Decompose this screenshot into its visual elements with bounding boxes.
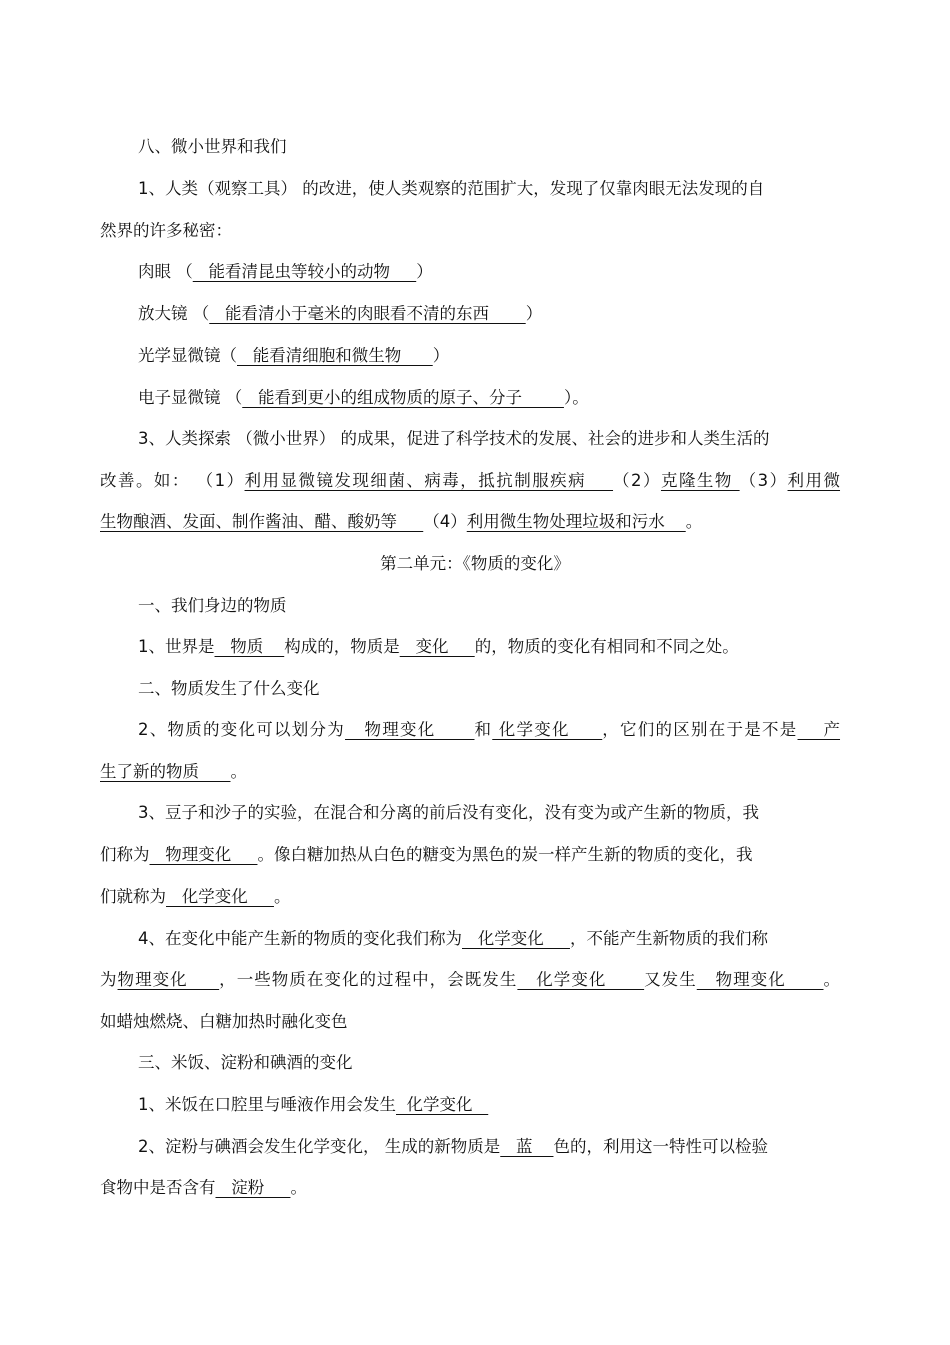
text: 又发生 (644, 970, 697, 989)
question-3-line-3 (100, 886, 840, 908)
answer-blank: 化学变化 (492, 720, 603, 739)
text: 改善。如： （1） (100, 471, 245, 490)
answer-blank: 物质 (214, 637, 285, 656)
answer-blank: 生物酿酒、发面、制作酱油、醋、酸奶等 (100, 512, 424, 531)
answer-blank: 能看清昆虫等较小的动物 (192, 262, 417, 281)
question-3-line-3 (100, 511, 840, 533)
text: 2、淀粉与碘酒会发生化学变化， 生成的新物质是 (138, 1137, 501, 1156)
answer-blank: 变化 (399, 637, 475, 656)
answer-blank: 化学变化 (166, 887, 274, 906)
answer-blank: 产 (797, 720, 841, 739)
text: 色的，利用这一特性可以检验 (553, 1137, 768, 1156)
question-2-line-2 (100, 761, 840, 783)
question-1 (138, 636, 840, 658)
label: ）。 (563, 388, 589, 407)
text: 。 (290, 1178, 307, 1197)
answer-blank: 物理变化 (696, 970, 824, 989)
text: 和 (474, 720, 493, 739)
text: 的，物质的变化有相同和不同之处。 (474, 637, 739, 656)
label: ） (432, 346, 450, 365)
question-2-line-2 (100, 1177, 840, 1199)
text: 们就称为 (100, 887, 166, 906)
question-1 (138, 1094, 840, 1116)
item-naked-eye (138, 261, 840, 283)
answer-blank: 淀粉 (215, 1178, 291, 1197)
label: 电子显微镜 （ (138, 388, 243, 407)
label: ） (416, 262, 433, 281)
text: 为 (100, 970, 118, 989)
answer-blank: 利用显微镜发现细菌、病毒，抵抗制服疾病 (244, 471, 614, 490)
answer-blank: 化学变化 (396, 1095, 489, 1114)
section-heading-substances: 一、我们身边的物质 (138, 596, 287, 615)
answer-blank: 生了新的物质 (100, 762, 231, 781)
question-3-line-1: 3、人类探索 （微小世界） 的成果，促进了科学技术的发展、社会的进步和人类生活的 (138, 429, 770, 448)
text: 4、在变化中能产生新的物质的变化我们称为 (138, 929, 462, 948)
answer-blank: 利用微 (787, 471, 841, 490)
question-1-line-2: 然界的许多秘密： (100, 221, 232, 240)
text: 。像白糖加热从白色的糖变为黑色的炭一样产生新的物质的变化，我 (257, 845, 753, 864)
question-4-line-1 (138, 928, 840, 950)
text: 1、世界是 (138, 637, 215, 656)
text: 构成的，物质是 (284, 637, 400, 656)
item-magnifier (138, 303, 840, 325)
text: （2） (613, 471, 661, 490)
question-2-line-1 (138, 1136, 840, 1158)
section-heading-changes: 二、物质发生了什么变化 (138, 679, 320, 698)
answer-blank: 化学变化 (517, 970, 645, 989)
text: 食物中是否含有 (100, 1178, 216, 1197)
label: 光学显微镜（ (138, 346, 237, 365)
answer-blank: 蓝 (500, 1137, 554, 1156)
label: ） (525, 304, 543, 323)
question-1-line-1: 1、人类（观察工具） 的改进，使人类观察的范围扩大，发现了仅靠肉眼无法发现的自 (138, 179, 765, 198)
item-optical-microscope (138, 345, 840, 367)
question-4-line-3: 如蜡烛燃烧、白糖加热时融化变色 (100, 1012, 348, 1031)
answer-blank: 利用微生物处理垃圾和污水 (466, 512, 686, 531)
answer-blank: 物理变化 (345, 720, 475, 739)
answer-blank: 物理变化 (117, 970, 220, 989)
text: （3） (739, 471, 788, 490)
text: 。 (685, 512, 703, 531)
answer-blank: 克隆生物 (660, 471, 740, 490)
label: 放大镜 （ (138, 304, 210, 323)
section-heading-micro-world: 八、微小世界和我们 (138, 137, 287, 156)
question-2-line-1 (138, 719, 840, 741)
question-3-line-2 (100, 844, 840, 866)
text: 2、物质的变化可以划分为 (138, 720, 346, 739)
answer-blank: 化学变化 (462, 929, 570, 948)
unit-title: 第二单元：《物质的变化》 (380, 554, 570, 573)
answer-blank: 能看清小于毫米的肉眼看不清的东西 (209, 304, 526, 323)
section-heading-rice-starch: 三、米饭、淀粉和碘酒的变化 (138, 1053, 353, 1072)
question-3-line-1: 3、豆子和沙子的实验，在混合和分离的前后没有变化，没有变为或产生新的物质，我 (138, 803, 759, 822)
text: 。 (230, 762, 247, 781)
text: ，不能产生新物质的我们称 (569, 929, 768, 948)
label: 肉眼 （ (138, 262, 193, 281)
item-electron-microscope (138, 387, 840, 409)
answer-blank: 能看到更小的组成物质的原子、分子 (242, 388, 564, 407)
answer-blank: 能看清细胞和微生物 (237, 346, 433, 365)
text: ，一些物质在变化的过程中，会既发生 (219, 970, 518, 989)
text: 1、米饭在口腔里与唾液作用会发生 (138, 1095, 396, 1114)
question-3-line-2 (100, 470, 840, 492)
text: 。 (273, 887, 291, 906)
text: （4） (423, 512, 467, 531)
question-4-line-2 (100, 969, 840, 991)
text: 们称为 (100, 845, 150, 864)
text: ，它们的区别在于是不是 (602, 720, 798, 739)
text: 。 (823, 970, 840, 989)
answer-blank: 物理变化 (149, 845, 258, 864)
